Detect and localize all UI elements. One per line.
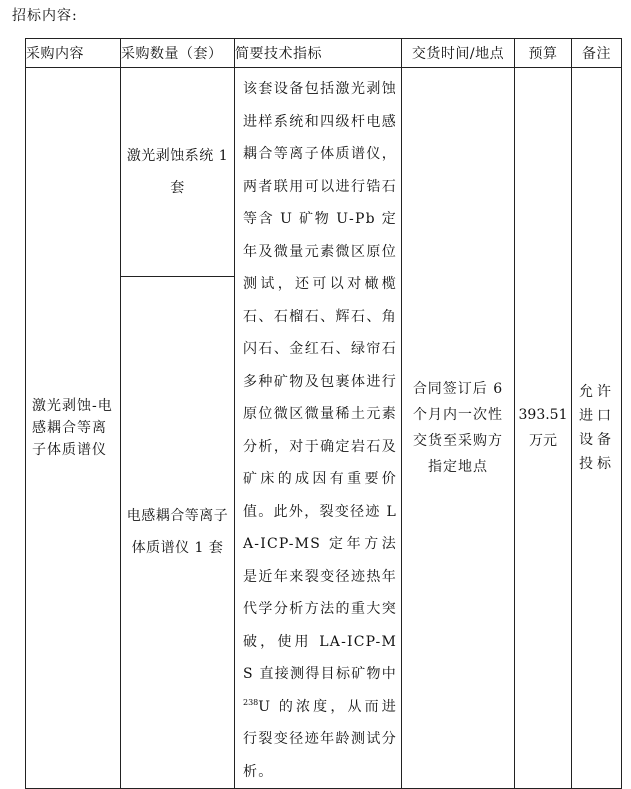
header-delivery: 交货时间/地点 (402, 39, 515, 68)
cell-quantity-icpms: 电感耦合等离子体质谱仪 1 套 (121, 276, 235, 788)
cell-quantity-laser: 激光剥蚀系统 1 套 (121, 68, 235, 277)
spec-text-part2: U 的浓度，从而进行裂变径迹年龄测试分析。 (243, 698, 397, 780)
cell-budget: 393.51 万元 (515, 68, 572, 789)
header-remark: 备注 (572, 39, 622, 68)
spec-text-part1: 该套设备包括激光剥蚀进样系统和四级杆电感耦合等离子体质谱仪，两者联用可以进行锆石等含 U 矿物 U-Pb 定年及微量元素微区原位测试，还可以对橄榄石、石榴石、辉石、角闪石、金红石、绿帘石多种矿物及包裹体进行原位微区微量稀土元素分析，对于确定岩石及矿床的成因有重要价值。此外，裂变径迹 LA-ICP-MS 定年方法是近年来裂变径迹热年代学分析方法的重大突破，使用 LA-ICP-MS 直接测得目标矿物中 (243, 81, 397, 682)
header-spec: 简要技术指标 (235, 39, 402, 68)
header-quantity: 采购数量（套） (121, 39, 235, 68)
cell-remark: 允许进口设备投标 (572, 68, 622, 789)
header-budget: 预算 (515, 39, 572, 68)
table-row (26, 68, 622, 277)
spec-isotope-mass: 238 (243, 697, 259, 707)
cell-delivery: 合同签订后 6 个月内一次性交货至采购方指定地点 (402, 68, 515, 789)
table-header-row (26, 39, 622, 68)
procurement-table (25, 38, 622, 789)
cell-procurement-content: 激光剥蚀-电感耦合等离子体质谱仪 (26, 68, 121, 789)
header-content: 采购内容 (26, 39, 121, 68)
section-title: 招标内容: (12, 8, 78, 24)
cell-technical-spec (235, 68, 402, 789)
